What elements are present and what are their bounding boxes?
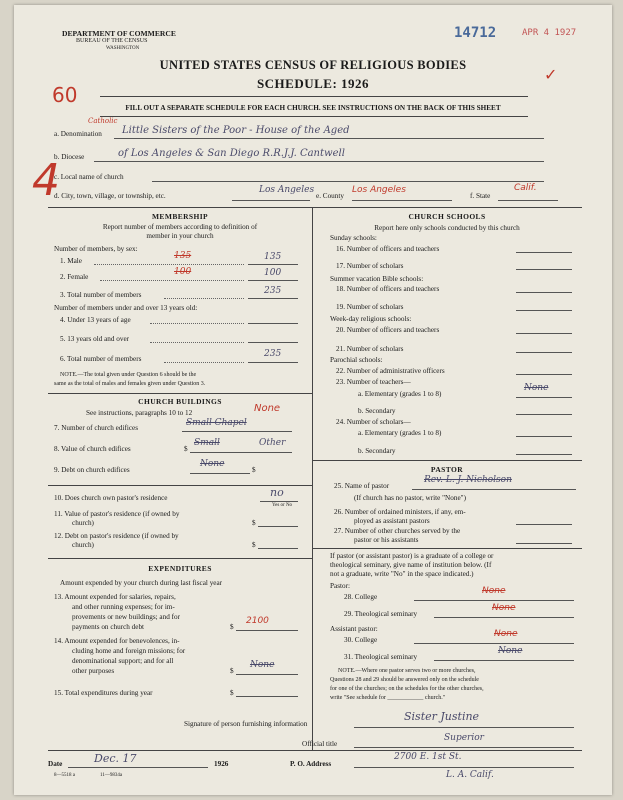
official-title-label: Official title [302,740,338,748]
q2-struck-value: 100 [174,267,192,277]
q13-label3: provements or new buildings; and for [72,613,180,621]
parochial-label: Parochial schools: [330,356,383,364]
q8-value: Small [194,438,220,448]
membership-note2: same as the total of males and females given under Question 3. [54,381,206,387]
county-label: e. County [316,192,344,200]
buildings-none: None [254,403,281,414]
q25-label: 25. Name of pastor [334,482,390,490]
q3-value: 235 [264,286,282,296]
pastor-heading: PASTOR [430,465,464,474]
q14-label2: cluding home and foreign missions; for [72,647,186,655]
sunday-label: Sunday schools: [330,234,377,242]
q22-label: 22. Number of administrative officers [336,367,445,375]
q19-label: 19. Number of scholars [336,303,404,311]
address-label: P. O. Address [290,760,332,768]
pastor-note3: for one of the churches; on the schedules for the other churches, [330,686,484,692]
q5-label: 5. 13 years old and over [60,335,130,343]
address-value2: L. A. Calif. [446,770,494,780]
q9-label: 9. Debt on church edifices [54,466,130,474]
q7-value: Small Chapel [186,418,247,428]
received-date-stamp: APR 4 1927 [522,28,577,38]
q27-label: 27. Number of other churches served by the [334,527,461,535]
buildings-heading: CHURCH BUILDINGS [138,397,222,406]
q26-label: 26. Number of ordained ministers, if any, em- [334,508,466,516]
q31-label: 31. Theological seminary [344,653,418,661]
q18-label: 18. Number of officers and teachers [336,285,440,293]
form-code2: 11—9834a [100,773,123,778]
q13-dollar: $ [230,623,234,631]
q30-label: 30. College [344,636,378,644]
diocese-value: of Los Angeles & San Diego R.R.J.J. Cantwell [118,148,345,159]
q21-label: 21. Number of scholars [336,345,404,353]
assistant-sublabel: Assistant pastor: [330,625,378,633]
city-field-label: d. City, town, village, or township, etc. [54,192,166,200]
q14-dollar: $ [230,667,234,675]
q7-label: 7. Number of church edifices [54,424,139,432]
q10-label: 10. Does church own pastor's residence [54,494,168,502]
diocese-label: b. Diocese [54,153,85,161]
q29-label: 29. Theological seminary [344,610,418,618]
census-schedule-page [14,5,612,795]
q14-label4: other purposes [72,667,115,675]
q24-label: 24. Number of scholars— [336,418,411,426]
signature-label: Signature of person furnishing information [184,720,308,728]
q13-label4: payments on church debt [72,623,145,631]
q23a-label: a. Elementary (grades 1 to 8) [358,390,442,398]
bysex-label: Number of members, by sex: [54,245,138,253]
denomination-label: a. Denomination [54,130,102,138]
grad-instruction: If pastor (or assistant pastor) is a graduate of a college or [330,552,494,560]
q9-dollar: $ [252,466,256,474]
expenditures-heading: EXPENDITURES [148,564,212,573]
local-name-label: c. Local name of church [54,173,124,181]
q12-label: 12. Debt on pastor's residence (if owned by [54,532,179,540]
q3-label: 3. Total number of members [60,291,142,299]
q24b-label: b. Secondary [358,447,396,455]
q31-value: None [498,646,523,656]
q11-dollar: $ [252,519,256,527]
department-label: DEPARTMENT OF COMMERCE [62,29,176,38]
weekday-label: Week-day religious schools: [330,315,412,323]
q2-value: 100 [264,268,282,278]
q25-value: Rev. L. J. Nicholson [424,475,512,485]
q10-value: no [270,486,284,499]
serial-number-stamp: 14712 [454,25,497,41]
membership-note1: NOTE.—The total given under Question 6 should be the [60,372,197,378]
q23a-value: None [524,383,549,393]
denomination-value: Little Sisters of the Poor - House of the Aged [122,125,350,136]
membership-heading: MEMBERSHIP [151,212,209,221]
age-heading: Number of members under and over 13 years old: [54,304,198,312]
q23b-label: b. Secondary [358,407,396,415]
q29-value: None [492,603,516,613]
summer-label: Summer vacation Bible schools: [330,275,424,283]
bureau-label: BUREAU OF THE CENSUS [76,38,148,44]
q4-label: 4. Under 13 years of age [60,316,131,324]
schools-sub: Report here only schools conducted by this church [374,224,520,232]
form-code: 8—5518 a [54,773,75,778]
q12-dollar: $ [252,541,256,549]
expenditures-sub: Amount expended by your church during last fiscal year [60,579,223,587]
date-label: Date [48,760,63,768]
q26-label2: ployed as assistant pastors [354,517,430,525]
state-value: Calif. [514,183,537,193]
city-label: WASHINGTON [106,46,140,51]
schools-heading: CHURCH SCHOOLS [408,212,486,221]
q24a-label: a. Elementary (grades 1 to 8) [358,429,442,437]
q13-label: 13. Amount expended for salaries, repairs, [54,593,176,601]
q2-label: 2. Female [60,273,89,281]
q8-label: 8. Value of church edifices [54,445,131,453]
q16-label: 16. Number of officers and teachers [336,245,440,253]
q25-note: (If church has no pastor, write "None") [354,494,466,502]
form-title: UNITED STATES CENSUS OF RELIGIOUS BODIES [159,58,467,72]
q1-value: 135 [264,252,282,262]
pastor-note1: NOTE.—Where one pastor serves two or more churches, [338,668,476,674]
city-value: Los Angeles [259,185,315,195]
q11-label2: church) [72,519,94,527]
handwritten-mark: 4 [32,155,60,206]
q14-value: None [250,660,275,670]
grad-instruction3: not a graduate, write "No" in the space indicated.) [330,570,474,578]
q13-label2: and other running expenses; for im- [72,603,175,611]
q13-value: 2100 [246,616,269,626]
buildings-sub: See instructions, paragraphs 10 to 12 [86,409,193,417]
q20-label: 20. Number of officers and teachers [336,326,440,334]
year-label: 1926 [214,760,229,768]
state-label: f. State [470,192,491,200]
membership-sub: Report number of members according to definition of [102,223,258,231]
pastor-note4: write "See schedule for ____________ church." [330,695,446,701]
schedule-title: SCHEDULE: 1926 [256,76,370,91]
q6-value: 235 [264,349,282,359]
signature-value: Sister Justine [404,710,480,723]
q11-label: 11. Value of pastor's residence (if owned by [54,510,180,518]
yes-no-hint: Yes or No [272,503,293,508]
grad-instruction2: theological seminary, give name of institution below. (If [330,561,492,569]
instruction-line: FILL OUT A SEPARATE SCHEDULE FOR EACH CHURCH. SEE INSTRUCTIONS ON THE BACK OF THIS SHEET [125,104,501,112]
q15-dollar: $ [230,689,234,697]
q14-label: 14. Amount expended for benevolences, in- [54,637,180,645]
membership-sub2: member in your church [146,232,214,240]
q28-value: None [482,586,506,596]
handwritten-60: 60 [52,83,78,107]
official-title-value: Superior [444,733,484,743]
county-value: Los Angeles [352,185,406,195]
q1-struck-value: 135 [174,251,192,261]
address-value: 2700 E. 1st St. [394,752,462,762]
q15-label: 15. Total expenditures during year [54,689,153,697]
date-value: Dec. 17 [94,752,137,765]
q17-label: 17. Number of scholars [336,262,404,270]
q8-extra: Other [259,438,286,448]
q28-label: 28. College [344,593,378,601]
pastor-sublabel: Pastor: [330,582,350,590]
pastor-note2: Questions 28 and 29 should be answered only on the schedule [330,677,479,683]
q27-label2: pastor or his assistants [354,536,419,544]
q8-dollar: $ [184,445,188,453]
q6-label: 6. Total number of members [60,355,142,363]
q23-label: 23. Number of teachers— [336,378,411,386]
q30-value: None [494,629,518,639]
denomination-note: Catholic [88,117,118,125]
check-mark: ✓ [544,65,558,84]
q12-label2: church) [72,541,94,549]
q9-value: None [200,459,225,469]
q14-label3: denominational support; and for all [72,657,174,665]
q1-label: 1. Male [60,257,82,265]
